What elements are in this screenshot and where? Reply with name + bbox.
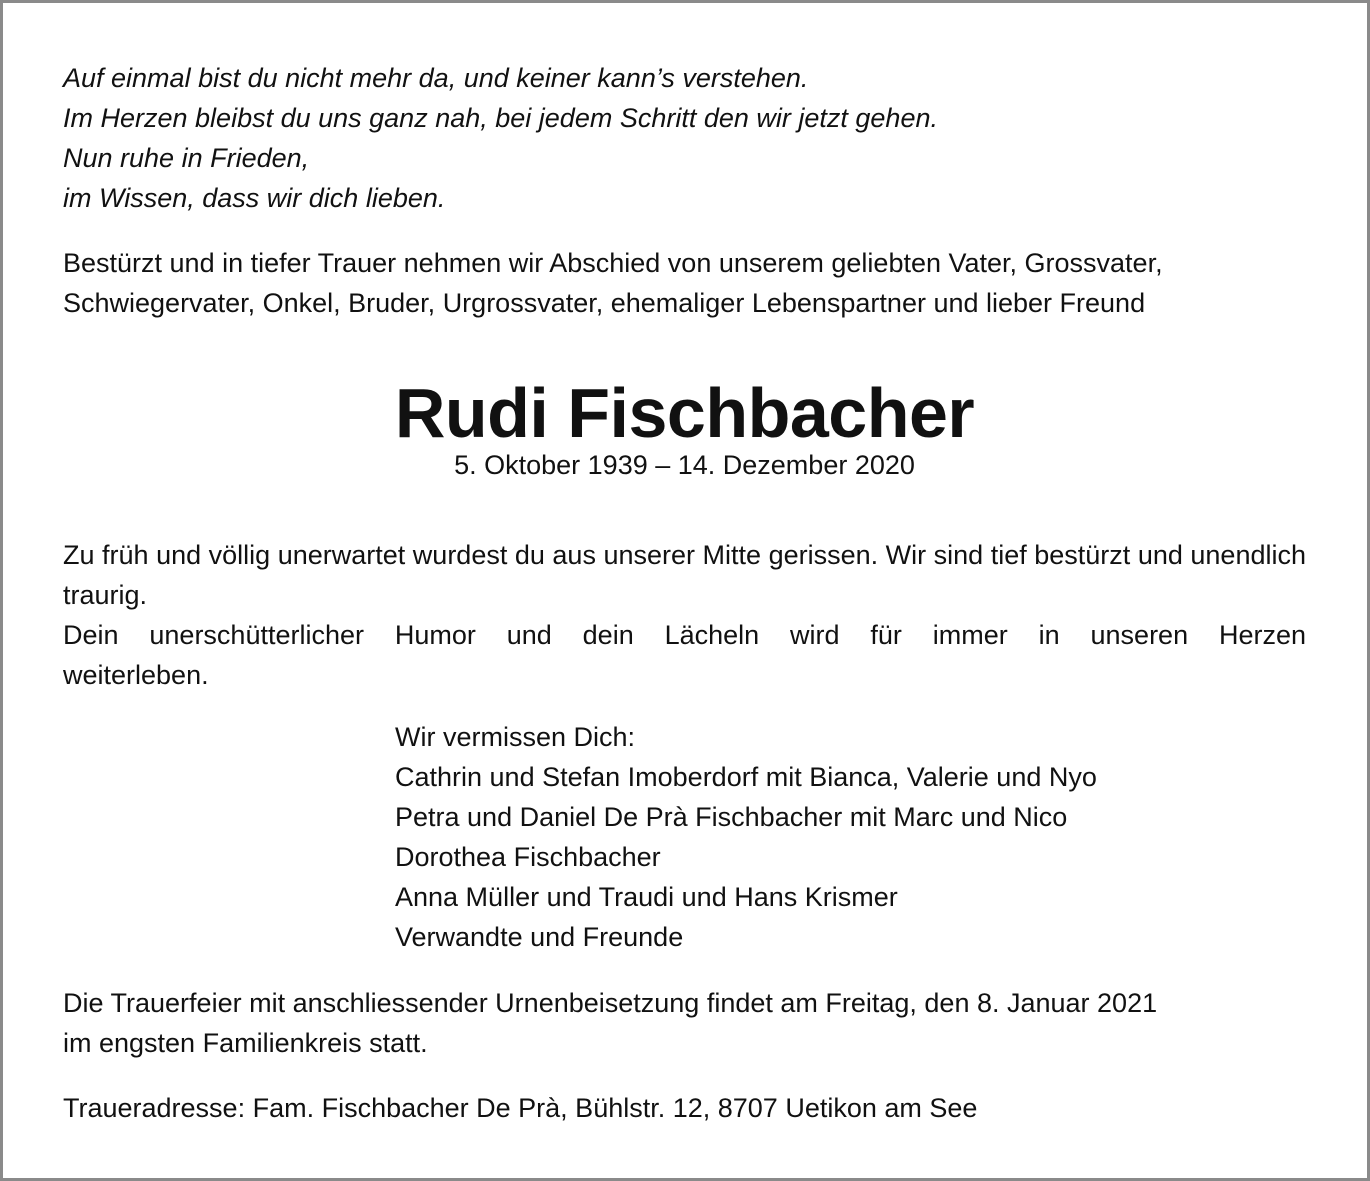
intro-line: Bestürzt und in tiefer Trauer nehmen wir Abschied von unserem geliebten Vater, Grossvater, <box>63 248 1163 278</box>
poem-line: Auf einmal bist du nicht mehr da, und keiner kann’s verstehen. <box>63 63 809 93</box>
mourning-address: Traueradresse: Fam. Fischbacher De Prà, Bühlstr. 12, 8707 Uetikon am See <box>63 1093 978 1123</box>
life-dates: 5. Oktober 1939 – 14. Dezember 2020 <box>454 450 915 480</box>
message-line: Dein unerschütterlicher Humor und dein Lächeln wird für immer in unseren Herzen <box>63 620 1306 650</box>
mourners-heading: Wir vermissen Dich: <box>395 722 636 752</box>
poem-line: Nun ruhe in Frieden, <box>63 143 310 173</box>
intro-line: Schwiegervater, Onkel, Bruder, Urgrossvater, ehemaliger Lebenspartner und lieber Freund <box>63 288 1146 318</box>
message-paragraph: Zu früh und völlig unerwartet wurdest du aus unserer Mitte gerissen. Wir sind tief bestürzt und unendlich traurig. <box>63 540 1306 610</box>
service-line: im engsten Familienkreis statt. <box>63 1028 428 1058</box>
mourner-entry: Cathrin und Stefan Imoberdorf mit Bianca, Valerie und Nyo <box>395 762 1097 792</box>
mourner-entry: Verwandte und Freunde <box>395 922 684 952</box>
mourner-entry: Dorothea Fischbacher <box>395 842 661 872</box>
memorial-poem <box>63 58 1306 218</box>
mourners-list <box>395 717 1306 957</box>
message-line: weiterleben. <box>63 660 209 690</box>
funeral-service-info <box>63 983 1306 1063</box>
intro-text <box>63 243 1306 323</box>
deceased-name: Rudi Fischbacher <box>394 374 975 452</box>
poem-line: Im Herzen bleibst du uns ganz nah, bei jedem Schritt den wir jetzt gehen. <box>63 103 938 133</box>
service-line: Die Trauerfeier mit anschliessender Urnenbeisetzung findet am Freitag, den 8. Januar 2021 <box>63 988 1158 1018</box>
obituary-notice <box>63 58 1306 1128</box>
mourner-entry: Petra und Daniel De Prà Fischbacher mit Marc und Nico <box>395 802 1068 832</box>
farewell-message <box>63 535 1306 695</box>
poem-line: im Wissen, dass wir dich lieben. <box>63 183 446 213</box>
mourner-entry: Anna Müller und Traudi und Hans Krismer <box>395 882 898 912</box>
